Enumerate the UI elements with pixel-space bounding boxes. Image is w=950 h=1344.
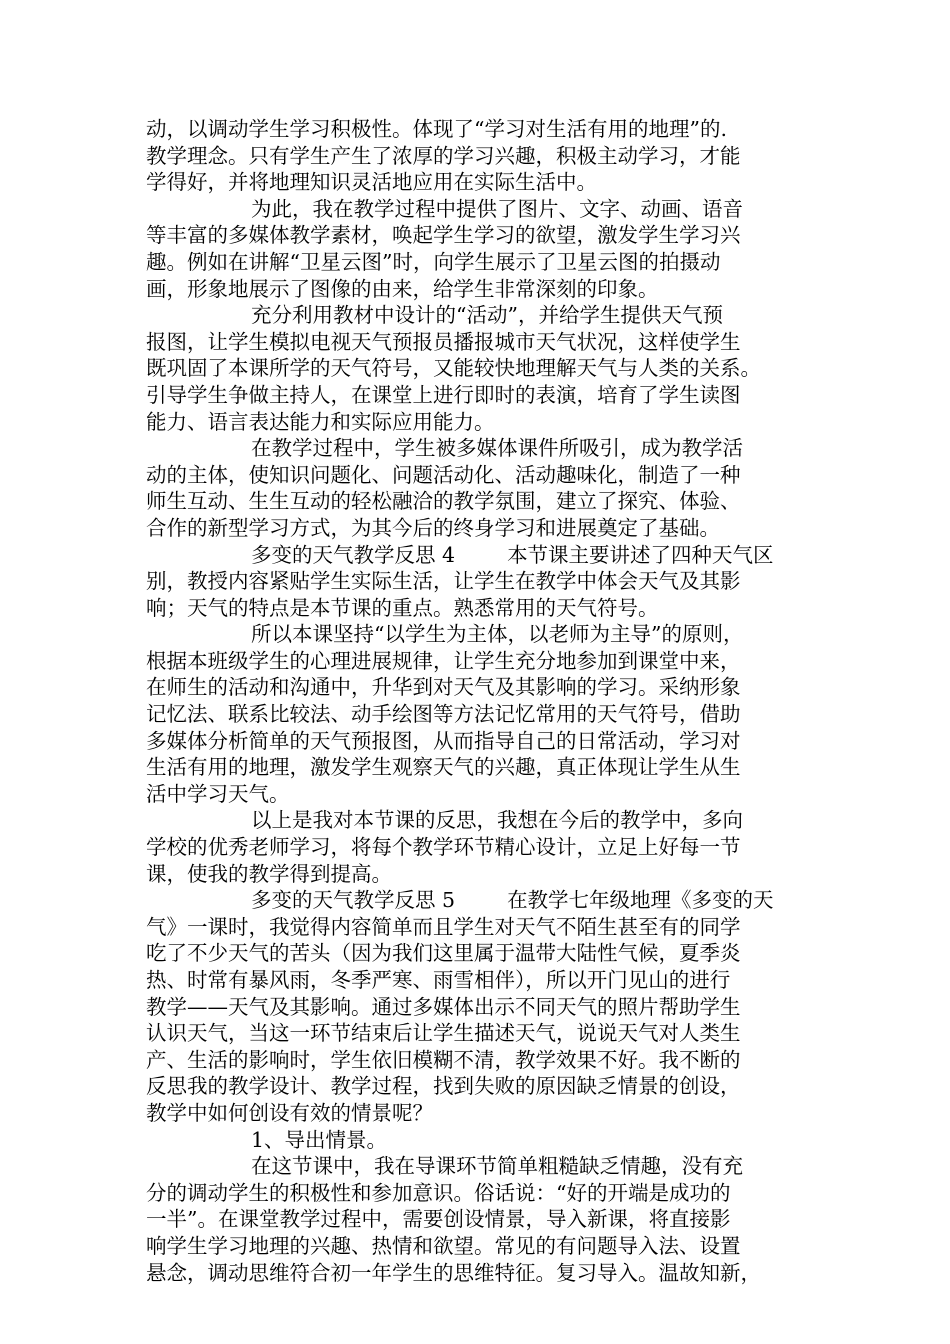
- line-text: 为此，我在教学过程中提供了图片、文字、动画、语音: [251, 196, 743, 221]
- line-text: 以上是我对本节课的反思，我想在今后的教学中，多向: [251, 808, 743, 833]
- line-text: 合作的新型学习方式，为其今后的终身学习和进展奠定了基础。: [146, 515, 720, 540]
- line-text: 师生互动、生生互动的轻松融洽的教学氛围，建立了探究、体验、: [146, 489, 741, 514]
- text-line: [146, 1020, 826, 1047]
- line-text: 响；天气的特点是本节课的重点。熟悉常用的天气符号。: [146, 595, 659, 620]
- line-text: 学校的优秀老师学习，将每个教学环节精心设计，立足上好每一节: [146, 835, 741, 860]
- text-line: [146, 222, 826, 249]
- text-line: [146, 595, 826, 622]
- text-line: [146, 515, 826, 542]
- line-text: 课，使我的教学得到提高。: [146, 861, 392, 886]
- line-text: 悬念，调动思维符合初一年学生的思维特征。复习导入。温故知新，: [146, 1260, 761, 1285]
- line-text-continued: 在教学七年级地理《多变的天: [507, 888, 774, 913]
- text-line: [146, 355, 826, 382]
- line-text: 多变的天气教学反思 4: [251, 542, 456, 567]
- line-text: 别，教授内容紧贴学生实际生活，让学生在教学中体会天气及其影: [146, 569, 741, 594]
- text-line: [146, 1233, 826, 1260]
- line-text: 多变的天气教学反思 5: [251, 888, 456, 913]
- line-text: 活中学习天气。: [146, 781, 290, 806]
- line-text: 学得好，并将地理知识灵活地应用在实际生活中。: [146, 170, 597, 195]
- line-text: 吃了不少天气的苦头（因为我们这里属于温带大陆性气候，夏季炎: [146, 941, 741, 966]
- line-text-continued: 本节课主要讲述了四种天气区: [507, 542, 774, 567]
- line-text: 教学理念。只有学生产生了浓厚的学习兴趣，积极主动学习，才能: [146, 143, 741, 168]
- paragraph-first-line: [146, 887, 826, 914]
- line-text: 报图，让学生模拟电视天气预报员播报城市天气状况，这样使学生: [146, 329, 741, 354]
- line-text: 分的调动学生的积极性和参加意识。俗话说：“好的开端是成功的: [146, 1180, 731, 1205]
- line-text: 热、时常有暴风雨，冬季严寒、雨雪相伴），所以开门见山的进行: [146, 968, 731, 992]
- line-text: 动的主体，使知识问题化、问题活动化、活动趣味化，制造了一种: [146, 462, 741, 487]
- text-line: [146, 1073, 826, 1100]
- line-text: 根据本班级学生的心理进展规律，让学生充分地参加到课堂中来，: [146, 648, 741, 673]
- line-text: 记忆法、联系比较法、动手绘图等方法记忆常用的天气符号，借助: [146, 702, 741, 727]
- paragraph-first-line: [146, 542, 826, 569]
- text-line: [146, 728, 826, 755]
- line-text: 教学——天气及其影响。通过多媒体出示不同天气的照片帮助学生: [146, 994, 741, 1019]
- text-line: [146, 701, 826, 728]
- paragraph-first-line: [146, 621, 826, 648]
- text-line: [146, 462, 826, 489]
- paragraph-first-line: [146, 196, 826, 223]
- text-line: [146, 781, 826, 808]
- line-text: 所以本课坚持“以学生为主体，以老师为主导”的原则，: [251, 622, 744, 647]
- text-line: [146, 249, 826, 276]
- paragraph-first-line: [146, 1127, 826, 1154]
- line-text: 生活有用的地理，激发学生观察天气的兴趣，真正体现让学生从生: [146, 755, 741, 780]
- line-text: 产、生活的影响时，学生依旧模糊不清，教学效果不好。我不断的: [146, 1047, 741, 1072]
- text-line: [146, 143, 826, 170]
- text-line: [146, 568, 826, 595]
- text-line: [146, 834, 826, 861]
- text-line: [146, 1206, 826, 1233]
- text-line: [146, 940, 826, 967]
- line-text: 充分利用教材中设计的“活动”，并给学生提供天气预: [251, 303, 723, 328]
- line-text: 在这节课中，我在导课环节简单粗糙缺乏情趣，没有充: [251, 1154, 743, 1179]
- paragraph-first-line: [146, 807, 826, 834]
- text-line: [146, 648, 826, 675]
- line-text: 教学中如何创设有效的情景呢？: [146, 1100, 433, 1125]
- line-text: 反思我的教学设计、教学过程，找到失败的原因缺乏情景的创设，: [146, 1074, 741, 1099]
- line-text: 引导学生争做主持人，在课堂上进行即时的表演，培育了学生读图: [146, 382, 741, 407]
- text-line: [146, 914, 826, 941]
- text-line: [146, 488, 826, 515]
- text-line: [146, 169, 826, 196]
- line-text: 气》一课时，我觉得内容简单而且学生对天气不陌生甚至有的同学: [146, 914, 741, 939]
- line-text: 趣。例如在讲解“卫星云图”时，向学生展示了卫星云图的拍摄动: [146, 249, 721, 274]
- line-text: 动，以调动学生学习积极性。体现了“学习对生活有用的地理”的.: [146, 117, 727, 141]
- line-text: 在教学过程中，学生被多媒体课件所吸引，成为教学活: [251, 436, 743, 461]
- text-line: [146, 674, 826, 701]
- line-text: 1、导出情景。: [251, 1127, 388, 1152]
- text-line: [146, 861, 826, 888]
- tab-gap: [455, 887, 507, 914]
- text-line: [146, 967, 826, 994]
- text-line: [146, 116, 826, 143]
- tab-gap: [455, 542, 507, 569]
- text-line: [146, 1100, 826, 1127]
- line-text: 画，形象地展示了图像的由来，给学生非常深刻的印象。: [146, 276, 659, 301]
- text-line: [146, 382, 826, 409]
- line-text: 既巩固了本课所学的天气符号，又能较快地理解天气与人类的关系。: [146, 356, 761, 381]
- text-line: [146, 1180, 826, 1207]
- paragraph-first-line: [146, 1153, 826, 1180]
- text-line: [146, 1047, 826, 1074]
- line-text: 多媒体分析简单的天气预报图，从而指导自己的日常活动，学习对: [146, 728, 741, 753]
- line-text: 能力、语言表达能力和实际应用能力。: [146, 409, 495, 434]
- text-line: [146, 1260, 826, 1287]
- paragraph-first-line: [146, 302, 826, 329]
- document-body: [146, 116, 826, 1286]
- line-text: 等丰富的多媒体教学素材，唤起学生学习的欲望，激发学生学习兴: [146, 223, 741, 248]
- text-line: [146, 754, 826, 781]
- text-line: [146, 276, 826, 303]
- line-text: 认识天气，当这一环节结束后让学生描述天气，说说天气对人类生: [146, 1021, 741, 1046]
- text-line: [146, 409, 826, 436]
- paragraph-first-line: [146, 435, 826, 462]
- line-text: 一半”。在课堂教学过程中，需要创设情景，导入新课，将直接影: [146, 1207, 731, 1232]
- line-text: 在师生的活动和沟通中，升华到对天气及其影响的学习。采纳形象: [146, 675, 741, 700]
- text-line: [146, 329, 826, 356]
- line-text: 响学生学习地理的兴趣、热情和欲望。常见的有问题导入法、设置: [146, 1233, 741, 1258]
- text-line: [146, 994, 826, 1021]
